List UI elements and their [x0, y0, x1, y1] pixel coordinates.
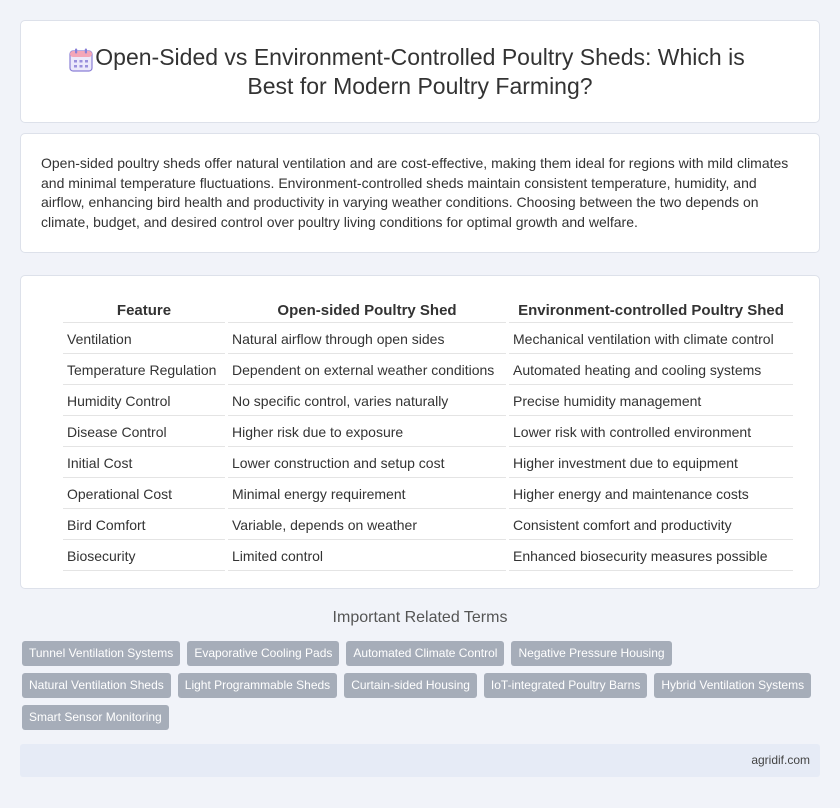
term-tag[interactable]: Curtain-sided Housing: [344, 673, 477, 698]
column-header-feature: Feature: [63, 296, 225, 323]
term-tag[interactable]: Hybrid Ventilation Systems: [654, 673, 811, 698]
comparison-card: [20, 275, 820, 589]
open-sided-cell: Limited control: [228, 540, 506, 571]
open-sided-cell: Lower construction and setup cost: [228, 447, 506, 478]
comparison-table: [60, 296, 796, 571]
footer-site-link[interactable]: agridif.com: [751, 753, 810, 767]
intro-card: [20, 133, 820, 253]
related-terms-list: [22, 641, 822, 730]
environment-controlled-cell: Automated heating and cooling systems: [509, 354, 793, 385]
table-row: [63, 540, 793, 571]
term-tag[interactable]: Negative Pressure Housing: [511, 641, 671, 666]
table-row: [63, 509, 793, 540]
environment-controlled-cell: Precise humidity management: [509, 385, 793, 416]
column-header-open-sided: Open-sided Poultry Shed: [228, 296, 506, 323]
table-header-row: [63, 296, 793, 323]
calendar-icon: [68, 47, 94, 73]
term-tag[interactable]: Light Programmable Sheds: [178, 673, 337, 698]
column-header-environment-controlled: Environment-controlled Poultry Shed: [509, 296, 793, 323]
open-sided-cell: No specific control, varies naturally: [228, 385, 506, 416]
feature-cell: Biosecurity: [63, 540, 225, 571]
related-terms-title: Important Related Terms: [332, 609, 508, 626]
table-row: [63, 478, 793, 509]
feature-cell: Operational Cost: [63, 478, 225, 509]
open-sided-cell: Higher risk due to exposure: [228, 416, 506, 447]
feature-cell: Temperature Regulation: [63, 354, 225, 385]
environment-controlled-cell: Consistent comfort and productivity: [509, 509, 793, 540]
table-row: [63, 416, 793, 447]
open-sided-cell: Variable, depends on weather: [228, 509, 506, 540]
header-card: [20, 20, 820, 123]
open-sided-cell: Natural airflow through open sides: [228, 323, 506, 354]
feature-cell: Disease Control: [63, 416, 225, 447]
page-title: Open-Sided vs Environment-Controlled Poultry Sheds: Which is Best for Modern Poultry Farming?: [95, 43, 745, 99]
table-row: [63, 323, 793, 354]
environment-controlled-cell: Lower risk with controlled environment: [509, 416, 793, 447]
environment-controlled-cell: Higher energy and maintenance costs: [509, 478, 793, 509]
term-tag[interactable]: IoT-integrated Poultry Barns: [484, 673, 647, 698]
term-tag[interactable]: Tunnel Ventilation Systems: [22, 641, 180, 666]
footer: [20, 744, 820, 777]
term-tag[interactable]: Natural Ventilation Sheds: [22, 673, 171, 698]
term-tag[interactable]: Smart Sensor Monitoring: [22, 705, 169, 730]
intro-paragraph: Open-sided poultry sheds offer natural ventilation and are cost-effective, making them ideal for regions with mild climates and minimal temperature fluctuations. Environment-controlled sheds maintain consistent temperature, humidity, and airflow, enhancing bird health and productivity in varying weather conditions. Choosing between the two depends on climate, budget, and desired control over poultry living conditions for optimal growth and welfare.: [41, 155, 789, 230]
environment-controlled-cell: Mechanical ventilation with climate control: [509, 323, 793, 354]
open-sided-cell: Dependent on external weather conditions: [228, 354, 506, 385]
term-tag[interactable]: Automated Climate Control: [346, 641, 504, 666]
feature-cell: Humidity Control: [63, 385, 225, 416]
term-tag[interactable]: Evaporative Cooling Pads: [187, 641, 339, 666]
feature-cell: Initial Cost: [63, 447, 225, 478]
feature-cell: Bird Comfort: [63, 509, 225, 540]
feature-cell: Ventilation: [63, 323, 225, 354]
table-row: [63, 385, 793, 416]
table-row: [63, 447, 793, 478]
environment-controlled-cell: Higher investment due to equipment: [509, 447, 793, 478]
open-sided-cell: Minimal energy requirement: [228, 478, 506, 509]
environment-controlled-cell: Enhanced biosecurity measures possible: [509, 540, 793, 571]
table-row: [63, 354, 793, 385]
